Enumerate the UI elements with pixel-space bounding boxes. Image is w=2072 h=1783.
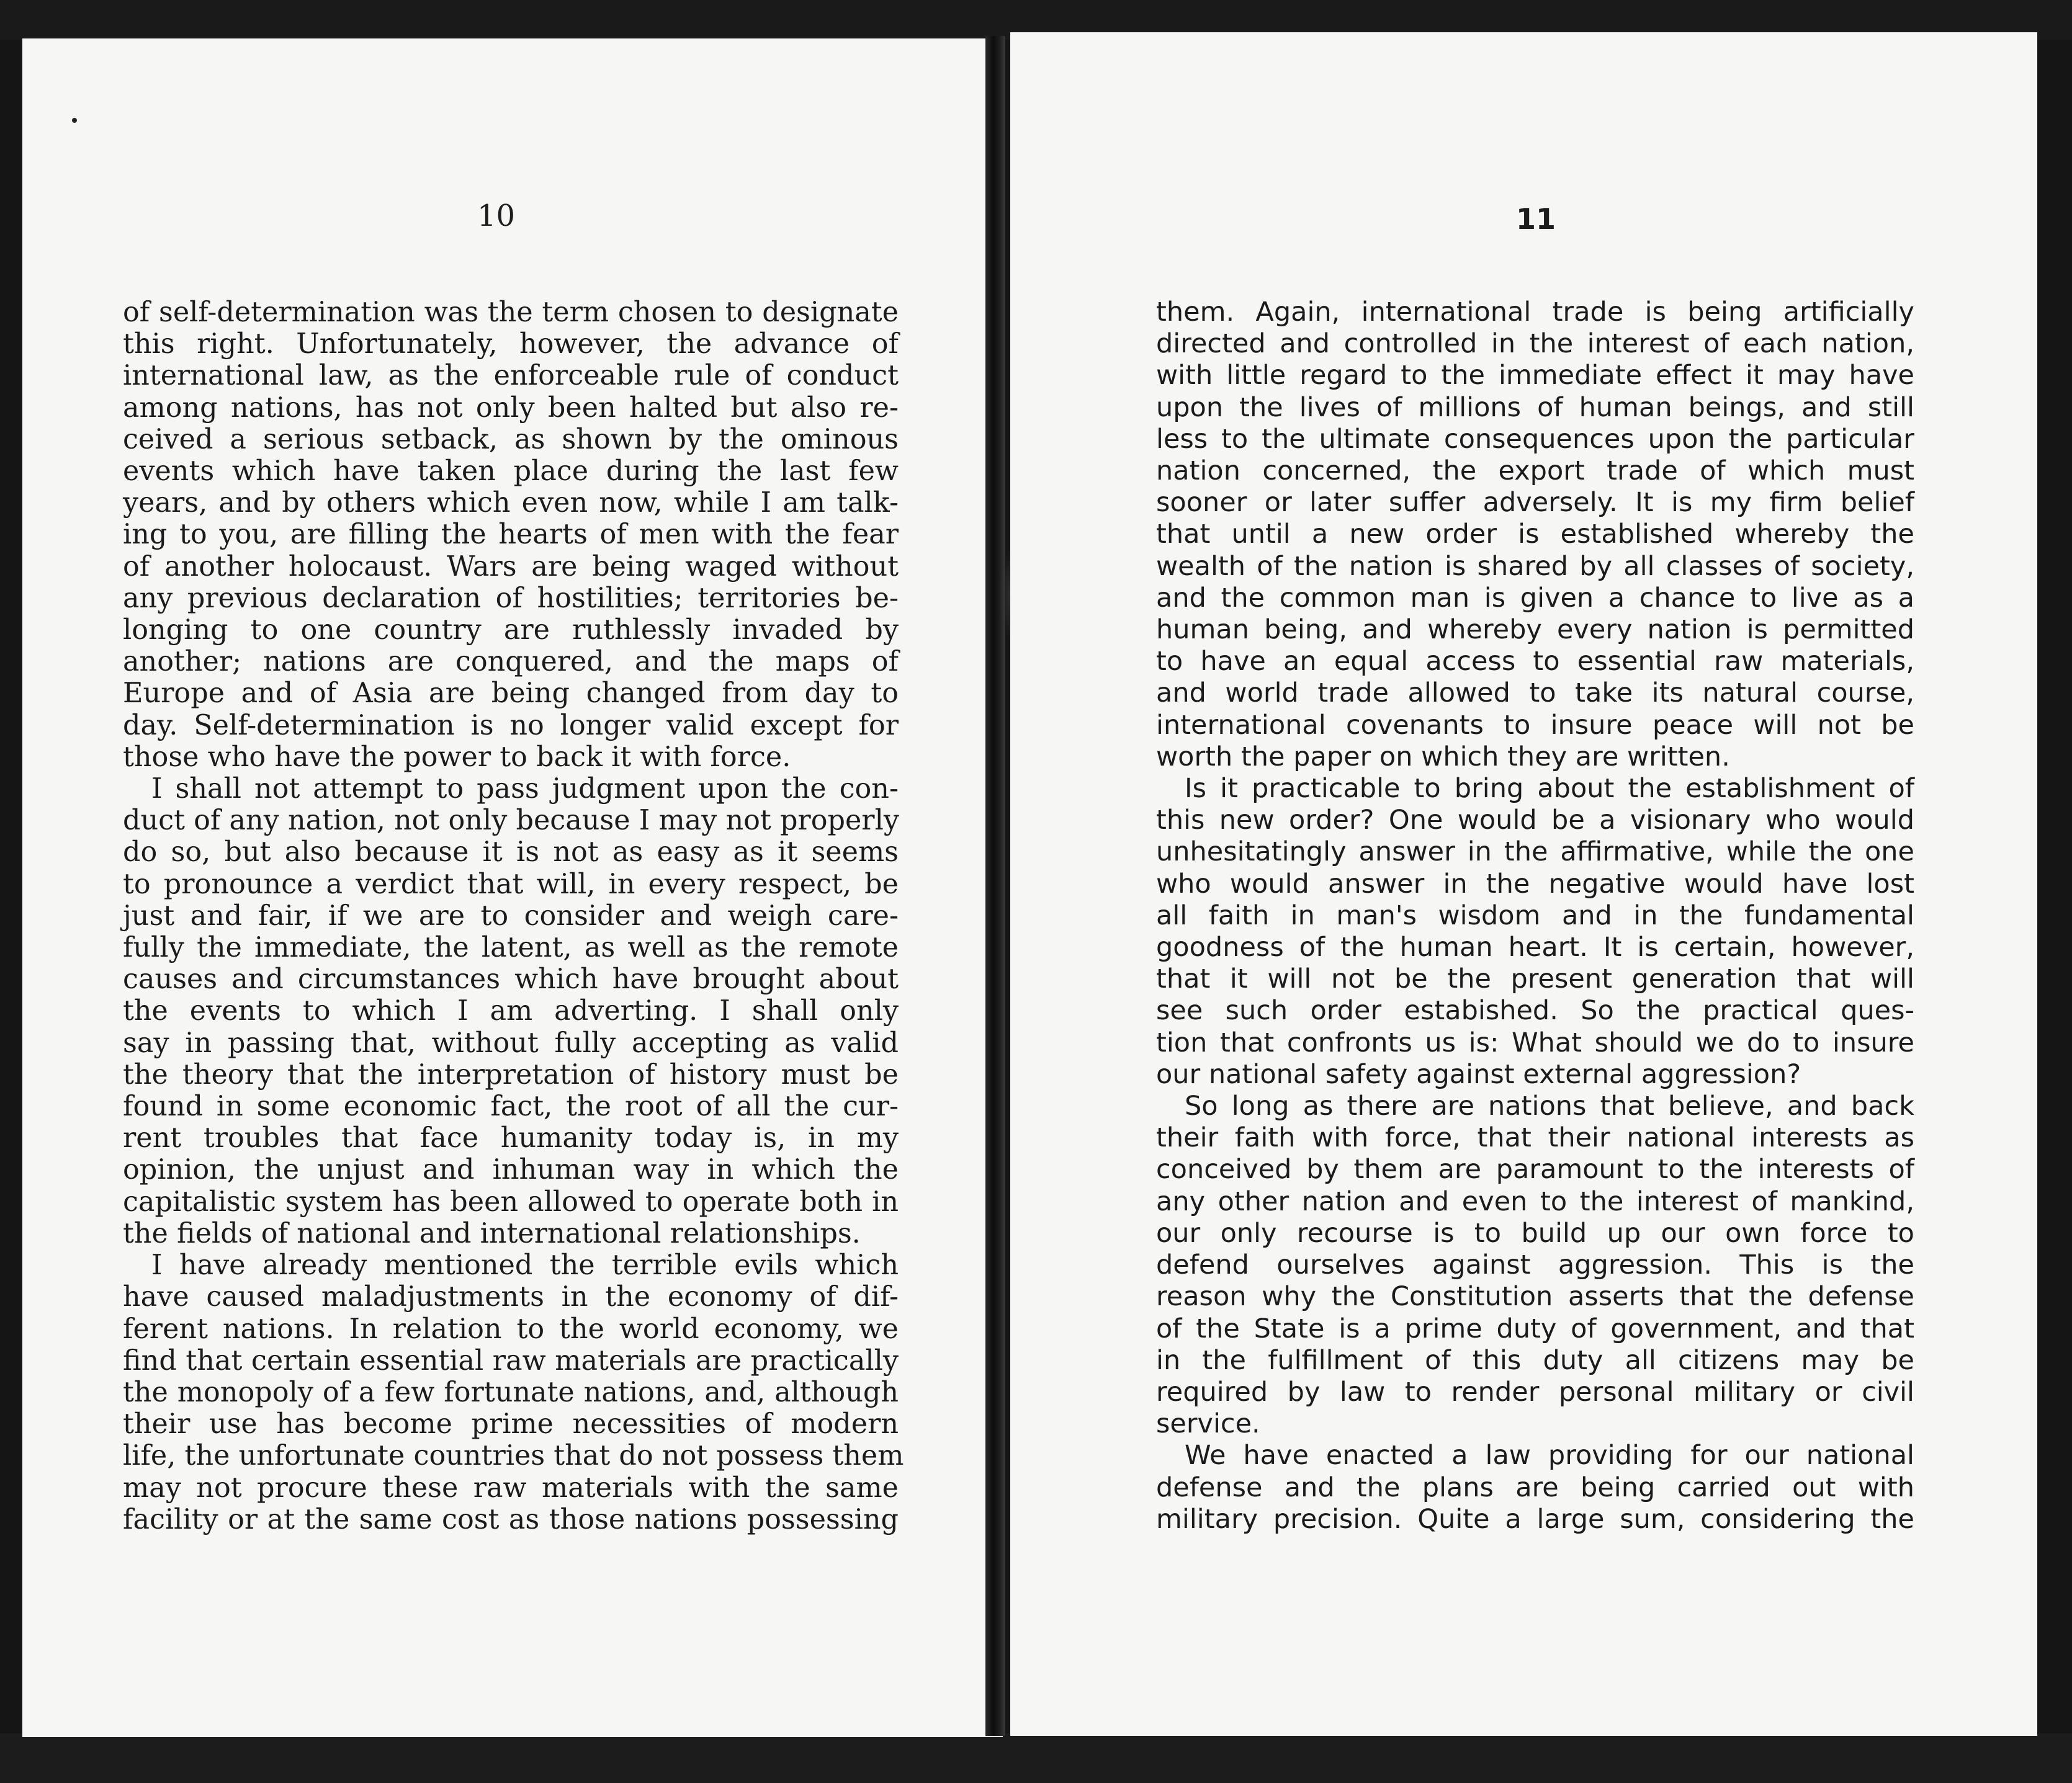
text-line: upon the lives of millions of human beings, and still [1156,391,1914,423]
text-line: years, and by others which even now, while I am talk- [123,487,899,519]
text-line: So long as there are nations that believe, and back [1185,1091,1914,1122]
text-line: international covenants to insure peace will not be [1156,709,1914,741]
text-line: goodness of the human heart. It is certain, however, [1156,932,1914,963]
text-line: in the fulfillment of this duty all citizens may be [1156,1344,1914,1376]
text-line: opinion, the unjust and inhuman way in which the [123,1154,899,1186]
text-line: capitalistic system has been allowed to operate both in [123,1186,899,1218]
text-line: our only recourse is to build up our own force to [1156,1217,1914,1249]
page-number-right: 11 [1516,202,1556,236]
text-line: fully the immediate, the latent, as well as the remote [123,932,899,964]
text-line: defense and the plans are being carried out with [1156,1472,1914,1503]
text-line: all faith in man's wisdom and in the fundamental [1156,900,1914,931]
text-line: events which have taken place during the last few [123,455,899,488]
text-line: find that certain essential raw materials are practically [123,1344,899,1377]
text-line: Europe and of Asia are being changed from day to [123,677,899,710]
text-line: the fields of national and international relationships. [123,1217,861,1249]
text-line: this right. Unfortunately, however, the advance of [123,328,899,360]
text-line: with little regard to the immediate effect it may have [1156,360,1914,391]
text-line: international law, as the enforceable rule of conduct [123,360,899,392]
text-line: that until a new order is established whereby the [1156,519,1914,550]
text-line: found in some economic fact, the root of all the cur- [123,1091,899,1123]
text-line: less to the ultimate consequences upon the particular [1156,423,1914,455]
text-line: that it will not be the present generation that will [1156,963,1914,995]
text-line: among nations, has not only been halted but also re- [123,391,899,424]
text-line: do so, but also because it is not as easy as it seems [123,836,899,869]
right-page [1010,32,2037,1736]
text-line: may not procure these raw materials with the same [123,1472,899,1504]
text-line: any previous declaration of hostilities; territories be- [123,582,899,614]
text-line: of self-determination was the term chosen to designate [123,297,899,328]
text-line: day. Self-determination is no longer valid except for [123,709,899,741]
text-line: the events to which I am adverting. I shall only [123,995,899,1027]
scan-border-bottom [0,1733,2072,1783]
text-line: duct of any nation, not only because I may not properly [123,805,899,837]
text-line: wealth of the nation is shared by all classes of society, [1156,550,1914,582]
text-line: service. [1156,1408,1260,1440]
text-line: facility or at the same cost as those nations possessing [123,1503,899,1535]
text-line: the monopoly of a few fortunate nations, and, although [123,1376,899,1408]
text-line: another; nations are conquered, and the maps of [123,646,899,678]
text-line: and world trade allowed to take its natural course, [1156,677,1914,709]
text-line: say in passing that, without fully accepting as valid [123,1027,899,1059]
text-line: to pronounce a verdict that will, in every respect, be [123,868,899,900]
text-line: our national safety against external aggression? [1156,1058,1801,1090]
text-line: longing to one country are ruthlessly invaded by [123,614,899,646]
text-line: who would answer in the negative would have lost [1156,868,1914,900]
text-line: tion that confronts us is: What should we do to insure [1156,1027,1914,1058]
left-page [22,38,1003,1737]
text-line: any other nation and even to the interest of mankind, [1156,1186,1914,1217]
text-line: just and fair, if we are to consider and weigh care- [123,900,899,932]
text-line: directed and controlled in the interest of each nation, [1156,328,1914,360]
text-line: and the common man is given a chance to live as a [1156,582,1914,614]
text-line: this new order? One would be a visionary who would [1156,805,1914,836]
text-line: ing to you, are filling the hearts of men with the fear [123,519,899,551]
text-line: to have an equal access to essential raw materials, [1156,646,1914,677]
text-line: have caused maladjustments in the economy of dif- [123,1281,899,1313]
text-line: military precision. Quite a large sum, considering the [1156,1503,1914,1535]
ink-speck [72,118,77,123]
text-line: of the State is a prime duty of government, and that [1156,1313,1914,1344]
text-line: those who have the power to back it with force. [123,741,791,773]
text-line: unhesitatingly answer in the affirmative, while the one [1156,836,1914,868]
text-line: defend ourselves against aggression. This is the [1156,1249,1914,1281]
text-line: see such order estabished. So the practical ques- [1156,995,1914,1027]
text-line: their use has become prime necessities of modern [123,1408,899,1441]
text-line: the theory that the interpretation of history must be [123,1058,899,1091]
text-line: life, the unfortunate countries that do not possess them [123,1440,904,1472]
book-gutter [985,36,1005,1736]
text-line: them. Again, international trade is being artificially [1156,297,1914,328]
text-line: required by law to render personal military or civil [1156,1376,1914,1408]
text-line: worth the paper on which they are written. [1156,741,1730,772]
text-line: human being, and whereby every nation is permitted [1156,614,1914,646]
text-line: We have enacted a law providing for our national [1185,1440,1914,1472]
right-page-text [1156,297,1914,1535]
text-line: Is it practicable to bring about the establishment of [1185,773,1914,805]
text-line: rent troubles that face humanity today is, in my [123,1122,899,1155]
text-line: of another holocaust. Wars are being waged without [123,550,899,583]
text-line: ceived a serious setback, as shown by the ominous [123,423,899,455]
text-line: I shall not attempt to pass judgment upon the con- [151,773,899,805]
text-line: sooner or later suffer adversely. It is my firm belief [1156,487,1914,519]
left-page-text [123,297,904,1535]
text-line: causes and circumstances which have brought about [123,963,899,996]
text-line: I have already mentioned the terrible evils which [151,1249,899,1282]
text-line: conceived by them are paramount to the interests of [1156,1154,1914,1186]
page-number-left: 10 [477,199,516,233]
text-line: ferent nations. In relation to the world economy, we [123,1313,899,1345]
text-line: their faith with force, that their national interests as [1156,1122,1914,1154]
text-line: nation concerned, the export trade of which must [1156,455,1914,487]
text-line: reason why the Constitution asserts that the defense [1156,1281,1914,1313]
